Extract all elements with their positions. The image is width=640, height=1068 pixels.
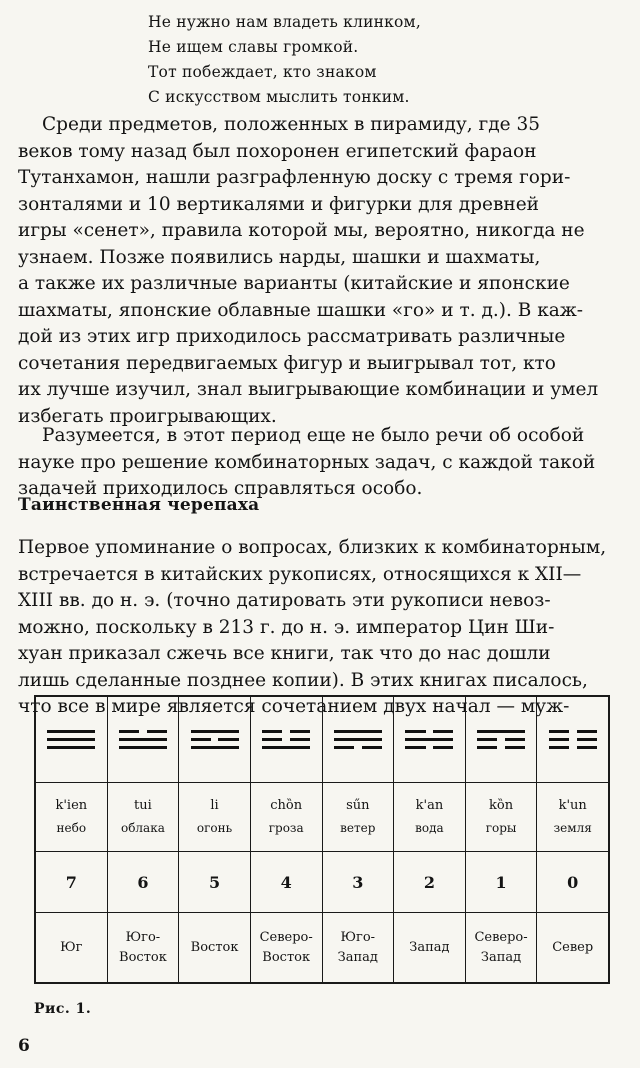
text-line: Первое упоминание о вопросах, близких к комбинаторным, bbox=[18, 537, 607, 558]
epigraph-line: Тот побеждает, кто знаком bbox=[148, 63, 377, 81]
broken-line bbox=[262, 730, 310, 733]
text-line: задачей приходилось справляться особо. bbox=[18, 478, 423, 499]
epigraph-line: Не ищем славы громкой. bbox=[148, 38, 359, 56]
direction-text: Восток bbox=[190, 940, 239, 955]
trigram-name-cell bbox=[108, 783, 180, 851]
solid-line bbox=[47, 730, 95, 733]
solid-line bbox=[119, 738, 167, 741]
trigram-cell bbox=[179, 697, 251, 782]
trigram-direction-cell bbox=[323, 913, 395, 983]
trigram-number: 1 bbox=[495, 872, 507, 892]
text-line: встречается в китайских рукописях, относящихся к XII— bbox=[18, 563, 582, 585]
trigram-number: 6 bbox=[137, 872, 149, 892]
trigram-name: sűn bbox=[346, 798, 370, 813]
trigram-cell bbox=[323, 697, 395, 782]
trigram-meaning: ветер bbox=[340, 821, 376, 835]
broken-line bbox=[549, 746, 597, 749]
broken-line bbox=[119, 730, 167, 733]
solid-line bbox=[47, 746, 95, 749]
trigram-meaning: облака bbox=[120, 821, 165, 835]
broken-line bbox=[549, 738, 597, 741]
text-line: XIII вв. до н. э. (точно датировать эти рукописи невоз- bbox=[18, 590, 551, 611]
solid-line bbox=[191, 730, 239, 733]
trigram-cell bbox=[251, 697, 323, 782]
trigram-cell bbox=[36, 697, 108, 782]
solid-line bbox=[262, 746, 310, 749]
number-row bbox=[36, 852, 608, 913]
text-line: шахматы, японские облавные шашки «го» и т. д.). В каж- bbox=[18, 299, 584, 321]
trigram-number: 5 bbox=[208, 872, 221, 892]
trigram-direction-cell bbox=[466, 913, 538, 983]
page-number: 6 bbox=[18, 1036, 30, 1056]
trigram-name: tui bbox=[134, 798, 152, 813]
text-line: узнаем. Позже появились нарды, шашки и шахматы, bbox=[18, 246, 541, 268]
broken-line bbox=[477, 746, 525, 749]
trigram-name: chȍn bbox=[270, 798, 303, 813]
trigram-number: 7 bbox=[65, 872, 77, 892]
trigram-name: k'ien bbox=[55, 798, 88, 813]
direction-text: Юго- bbox=[125, 930, 161, 945]
text-line: а также их различные варианты (китайские и японские bbox=[18, 273, 570, 294]
text-line: их лучше изучил, знал выигрывающие комбинации и умел bbox=[18, 379, 599, 400]
direction-text: Запад bbox=[409, 940, 450, 955]
trigram-number: 2 bbox=[423, 872, 435, 892]
trigram-direction-cell bbox=[251, 913, 323, 983]
trigram-name-cell bbox=[251, 783, 323, 851]
direction-text: Северо- bbox=[259, 930, 313, 945]
trigram-number: 3 bbox=[352, 872, 364, 892]
trigram-row bbox=[36, 697, 608, 783]
solid-line bbox=[477, 730, 525, 733]
trigram-name-cell bbox=[323, 783, 395, 851]
paragraph-pyramid bbox=[18, 112, 622, 430]
trigram-name: kȍn bbox=[489, 798, 514, 813]
broken-line bbox=[405, 746, 453, 749]
trigram-number-cell bbox=[108, 852, 180, 912]
trigram-direction-cell bbox=[394, 913, 466, 983]
trigram-cell bbox=[108, 697, 180, 782]
direction-text: Восток bbox=[262, 950, 311, 965]
text-line: лишь сделанные позднее копии). В этих книгах писалось, bbox=[18, 669, 588, 691]
direction-text: Запад bbox=[480, 950, 522, 965]
trigram-name: k'un bbox=[558, 798, 587, 813]
trigram-meaning: небо bbox=[56, 821, 87, 835]
trigram-icon bbox=[477, 730, 525, 749]
text-line: избегать проигрывающих. bbox=[18, 405, 277, 427]
broken-line bbox=[405, 730, 453, 733]
text-line: веков тому назад был похоронен египетский фараон bbox=[18, 140, 537, 162]
trigram-number-cell bbox=[537, 852, 608, 912]
direction-text: Юг bbox=[60, 940, 83, 955]
solid-line bbox=[405, 738, 453, 741]
solid-line bbox=[334, 730, 382, 733]
text-line: Разумеется, в этот период еще не было речи об особой bbox=[42, 425, 585, 446]
trigram-name-cell bbox=[36, 783, 108, 851]
epigraph bbox=[148, 10, 488, 110]
figure-caption: Рис. 1. bbox=[34, 1001, 92, 1017]
trigram-name-cell bbox=[537, 783, 608, 851]
trigram-table bbox=[34, 695, 610, 984]
text-line: хуан приказал сжечь все книги, так что до нас дошли bbox=[18, 643, 551, 664]
trigram-direction-cell bbox=[537, 913, 608, 983]
direction-text: Юго- bbox=[340, 930, 376, 945]
section-heading: Таинственная черепаха bbox=[18, 495, 260, 515]
epigraph-line: Не нужно нам владеть клинком, bbox=[148, 13, 421, 31]
name-row bbox=[36, 783, 608, 852]
solid-line bbox=[47, 738, 95, 741]
trigram-number-cell bbox=[179, 852, 251, 912]
trigram-direction-cell bbox=[179, 913, 251, 983]
trigram-meaning: горы bbox=[485, 821, 517, 835]
trigram-cell bbox=[466, 697, 538, 782]
trigram-cell bbox=[537, 697, 608, 782]
trigram-meaning: гроза bbox=[268, 821, 304, 835]
trigram-number: 4 bbox=[280, 872, 292, 892]
trigram-meaning: земля bbox=[553, 821, 592, 835]
trigram-number: 0 bbox=[567, 872, 579, 892]
paragraph-chinese bbox=[18, 535, 622, 721]
trigram-name-cell bbox=[179, 783, 251, 851]
trigram-icon bbox=[191, 730, 239, 749]
broken-line bbox=[549, 730, 597, 733]
text-line: Тутанхамон, нашли разграфленную доску с тремя гори- bbox=[18, 167, 571, 188]
text-line: что все в мире является сочетанием двух начал — муж- bbox=[18, 696, 570, 717]
direction-text: Запад bbox=[337, 950, 378, 965]
paragraph-science bbox=[18, 423, 622, 503]
trigram-number-cell bbox=[466, 852, 538, 912]
trigram-name: k'an bbox=[415, 798, 444, 813]
trigram-icon bbox=[119, 730, 167, 749]
broken-line bbox=[191, 738, 239, 741]
text-line: науке про решение комбинаторных задач, с каждой такой bbox=[18, 451, 596, 473]
trigram-number-cell bbox=[323, 852, 395, 912]
text-line: Среди предметов, положенных в пирамиду, где 35 bbox=[42, 114, 541, 135]
trigram-name-cell bbox=[466, 783, 538, 851]
trigram-name: li bbox=[210, 798, 219, 813]
trigram-number-cell bbox=[251, 852, 323, 912]
solid-line bbox=[119, 746, 167, 749]
trigram-icon bbox=[405, 730, 453, 749]
trigram-icon bbox=[47, 730, 95, 749]
direction-text: Север bbox=[552, 940, 594, 955]
trigram-direction-cell bbox=[36, 913, 108, 983]
trigram-number-cell bbox=[36, 852, 108, 912]
trigram-icon bbox=[262, 730, 310, 749]
broken-line bbox=[477, 738, 525, 741]
trigram-meaning: огонь bbox=[196, 821, 233, 835]
solid-line bbox=[334, 738, 382, 741]
trigram-icon bbox=[334, 730, 382, 749]
epigraph-line: С искусством мыслить тонким. bbox=[148, 88, 410, 106]
direction-text: Северо- bbox=[474, 930, 528, 945]
solid-line bbox=[191, 746, 239, 749]
trigram-meaning: вода bbox=[415, 821, 444, 835]
broken-line bbox=[334, 746, 382, 749]
text-line: можно, поскольку в 213 г. до н. э. император Цин Ши- bbox=[18, 616, 555, 638]
direction-text: Восток bbox=[119, 950, 167, 965]
text-line: дой из этих игр приходилось рассматривать различные bbox=[18, 326, 566, 347]
trigram-direction-cell bbox=[108, 913, 180, 983]
trigram-icon bbox=[549, 730, 597, 749]
text-line: игры «сенет», правила которой мы, вероятно, никогда не bbox=[18, 220, 585, 241]
trigram-name-cell bbox=[394, 783, 466, 851]
trigram-cell bbox=[394, 697, 466, 782]
direction-row bbox=[36, 913, 608, 983]
text-line: зонталями и 10 вертикалями и фигурки для древней bbox=[18, 193, 539, 215]
trigram-number-cell bbox=[394, 852, 466, 912]
broken-line bbox=[262, 738, 310, 741]
text-line: сочетания передвигаемых фигур и выигрывал тот, кто bbox=[18, 352, 556, 374]
